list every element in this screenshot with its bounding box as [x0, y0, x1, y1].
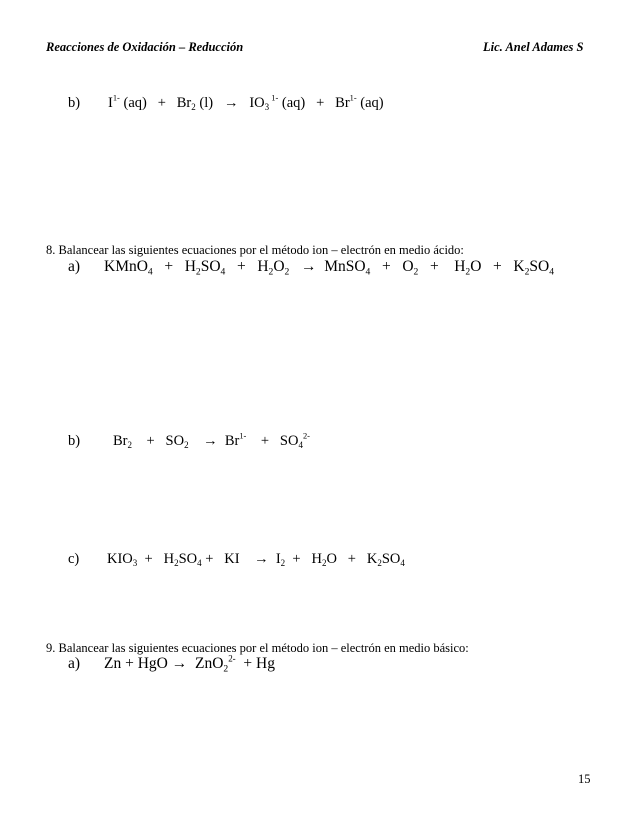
q7b-equation: $I^{1-}$ $(aq) + Br_2$ $(l) \to IO_3$ $^{1-}$ $(aq) + Br^{1-}$ (aq)	[108, 93, 384, 113]
q8-instruction: 8. Balancear las siguientes ecuaciones por el método ion – electrón en medio ácido:	[46, 243, 464, 257]
q8c-equation: $KIO_3 + H_2SO_4$ + KI → $I_2 + H_2O + K_2SO_4$	[107, 551, 405, 569]
header-author: Lic. Anel Adames S	[483, 40, 584, 54]
page-number: 15	[578, 772, 591, 786]
header-title: Reacciones de Oxidación – Reducción	[46, 40, 244, 54]
q8a-label: a)	[68, 258, 81, 275]
q8a-equation: KMnO$_4$ + $H_2SO_4 + H_2O_2$ → MnSO$_4$ + $O_2$ + $H_2O + K_2SO_4$	[104, 258, 554, 278]
q8b-equation: $Br_2$ + $SO_2$ → $Br^{1-}$ + $SO_4^{2-}$	[113, 431, 310, 451]
q9a-equation: Zn + HgO → ZnO$_2^{2-}$ + Hg	[104, 653, 275, 675]
q8c-label: c)	[68, 551, 80, 567]
q7b-label: b)	[68, 95, 81, 111]
q9-instruction: 9. Balancear las siguientes ecuaciones por el método ion – electrón en medio básico:	[46, 641, 469, 655]
q9a-label: a)	[68, 655, 81, 672]
q8b-label: b)	[68, 433, 81, 449]
